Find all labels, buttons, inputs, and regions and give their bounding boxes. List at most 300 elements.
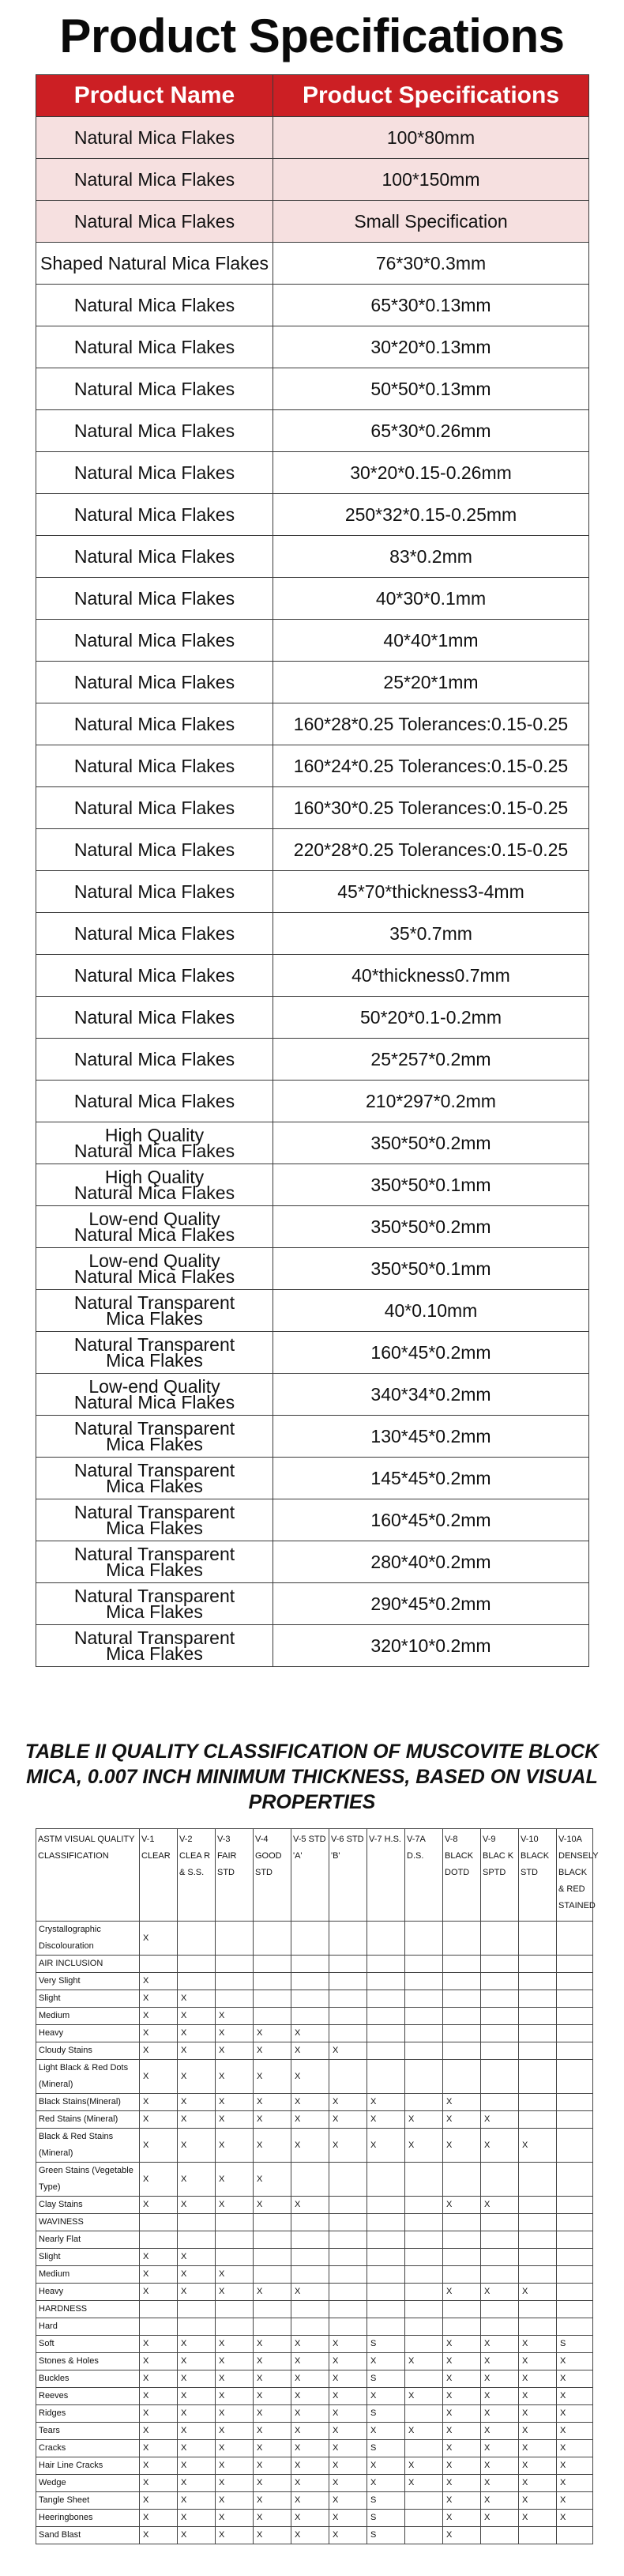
grade-mark-cell: X (140, 2284, 178, 2301)
grade-mark-cell (405, 2266, 443, 2284)
table-row (36, 829, 589, 871)
grade-mark-cell: X (557, 2475, 593, 2492)
grade-mark-cell: X (481, 2111, 519, 2129)
grade-mark-cell (557, 1990, 593, 2008)
grade-mark-cell (443, 2008, 481, 2025)
grade-mark-cell: X (178, 2197, 216, 2214)
grade-mark-cell: X (405, 2111, 443, 2129)
grade-mark-cell: X (481, 2284, 519, 2301)
product-name-cell: Shaped Natural Mica Flakes (36, 243, 273, 285)
grade-mark-cell (367, 2301, 405, 2318)
grade-mark-cell: X (519, 2336, 557, 2353)
quality-classification-table (36, 1828, 599, 2544)
product-name-cell: Natural Mica Flakes (36, 745, 273, 787)
product-name-cell: Natural Mica Flakes (36, 787, 273, 829)
product-name-cell: Low-end Quality Natural Mica Flakes (36, 1374, 273, 1416)
grade-mark-cell (557, 2060, 593, 2094)
grade-mark-cell (481, 1973, 519, 1990)
grade-mark-cell (443, 2301, 481, 2318)
table-row (36, 2301, 593, 2318)
table-row (36, 1290, 589, 1332)
grade-mark-cell (405, 2094, 443, 2111)
grade-mark-cell: X (140, 2492, 178, 2510)
grade-mark-cell (405, 2231, 443, 2249)
quality-table-title: TABLE II QUALITY CLASSIFICATION OF MUSCOVITE BLOCK MICA, 0.007 INCH MINIMUM THICKNESS, BASED ON VISUAL PROPERTIES (24, 1741, 600, 1813)
grade-mark-cell: X (291, 2336, 329, 2353)
table-row (36, 1374, 589, 1416)
grade-mark-cell (405, 2527, 443, 2544)
product-name-cell: Natural Mica Flakes (36, 536, 273, 578)
table-row (36, 2318, 593, 2336)
grade-mark-cell (557, 1956, 593, 1973)
grade-mark-cell: X (254, 2111, 291, 2129)
grade-mark-cell: X (405, 2457, 443, 2475)
grade-mark-cell: X (367, 2457, 405, 2475)
table-row (36, 159, 589, 201)
grade-mark-cell (519, 2042, 557, 2060)
table-row (36, 955, 589, 997)
grade-mark-cell: X (291, 2284, 329, 2301)
column-header-grade: V-6 STD 'B' (329, 1829, 367, 1922)
grade-mark-cell (367, 1922, 405, 1956)
grade-mark-cell (519, 1922, 557, 1956)
table-row (36, 1206, 589, 1248)
grade-mark-cell: X (443, 2475, 481, 2492)
product-spec-cell: 210*297*0.2mm (273, 1081, 589, 1122)
product-spec-cell: 65*30*0.26mm (273, 410, 589, 452)
grade-mark-cell: X (557, 2440, 593, 2457)
grade-mark-cell: X (519, 2457, 557, 2475)
table-row (36, 578, 589, 620)
grade-mark-cell: X (178, 2440, 216, 2457)
table-row (36, 787, 589, 829)
table-row (36, 1416, 589, 1458)
grade-mark-cell: X (367, 2129, 405, 2163)
grade-mark-cell: X (254, 2129, 291, 2163)
grade-mark-cell: X (367, 2388, 405, 2405)
grade-mark-cell (254, 2249, 291, 2266)
table-row (36, 326, 589, 368)
grade-mark-cell (178, 2231, 216, 2249)
table-row (36, 2163, 593, 2197)
table-row (36, 662, 589, 703)
grade-mark-cell: X (178, 2370, 216, 2388)
table-row (36, 1039, 589, 1081)
grade-mark-cell: X (216, 2042, 254, 2060)
row-label: Cloudy Stains (36, 2042, 140, 2060)
table-row (36, 2025, 593, 2042)
product-spec-cell: 220*28*0.25 Tolerances:0.15-0.25 (273, 829, 589, 871)
grade-mark-cell: X (254, 2527, 291, 2544)
grade-mark-cell (291, 2231, 329, 2249)
table-row (36, 2423, 593, 2440)
grade-mark-cell: X (254, 2042, 291, 2060)
grade-mark-cell (291, 2214, 329, 2231)
grade-mark-cell: X (178, 2353, 216, 2370)
grade-mark-cell: X (140, 2370, 178, 2388)
table-row (36, 2266, 593, 2284)
grade-mark-cell: X (519, 2405, 557, 2423)
grade-mark-cell (557, 2318, 593, 2336)
table-row (36, 2284, 593, 2301)
grade-mark-cell (329, 2197, 367, 2214)
column-header-grade: V-9 BLAC K SPTD (481, 1829, 519, 1922)
row-label: Stones & Holes (36, 2353, 140, 2370)
grade-mark-cell: X (254, 2510, 291, 2527)
table-row (36, 494, 589, 536)
grade-mark-cell: X (140, 2060, 178, 2094)
grade-mark-cell (216, 2214, 254, 2231)
grade-mark-cell: X (329, 2405, 367, 2423)
grade-mark-cell (519, 2249, 557, 2266)
grade-mark-cell (443, 1973, 481, 1990)
row-label: Soft (36, 2336, 140, 2353)
grade-mark-cell: X (329, 2510, 367, 2527)
grade-mark-cell (405, 2214, 443, 2231)
grade-mark-cell: X (178, 2475, 216, 2492)
grade-mark-cell: X (329, 2457, 367, 2475)
grade-mark-cell: X (367, 2094, 405, 2111)
grade-mark-cell: X (405, 2475, 443, 2492)
row-label: Light Black & Red Dots (Mineral) (36, 2060, 140, 2094)
column-header-grade: V-10 BLACK STD (519, 1829, 557, 1922)
grade-mark-cell: X (557, 2510, 593, 2527)
grade-mark-cell: X (291, 2370, 329, 2388)
grade-mark-cell (519, 2163, 557, 2197)
row-label: Crystallographic Discolouration (36, 1922, 140, 1956)
grade-mark-cell: X (443, 2370, 481, 2388)
table-row (36, 1990, 593, 2008)
product-name-cell: Natural Transparent Mica Flakes (36, 1458, 273, 1499)
row-label: Black & Red Stains (Mineral) (36, 2129, 140, 2163)
product-spec-cell: 83*0.2mm (273, 536, 589, 578)
grade-mark-cell: X (443, 2388, 481, 2405)
table-row (36, 620, 589, 662)
product-name-cell: Natural Transparent Mica Flakes (36, 1416, 273, 1458)
grade-mark-cell (405, 2197, 443, 2214)
grade-mark-cell (216, 2249, 254, 2266)
product-spec-cell: 40*40*1mm (273, 620, 589, 662)
quality-table-body (36, 1922, 593, 2544)
grade-mark-cell: X (481, 2336, 519, 2353)
grade-mark-cell (519, 2111, 557, 2129)
grade-mark-cell (519, 2025, 557, 2042)
grade-mark-cell: X (557, 2405, 593, 2423)
table-row (36, 1122, 589, 1164)
grade-mark-cell: X (216, 2457, 254, 2475)
row-label: Heavy (36, 2025, 140, 2042)
grade-mark-cell: X (291, 2042, 329, 2060)
grade-mark-cell (291, 1973, 329, 1990)
grade-mark-cell: X (329, 2370, 367, 2388)
grade-mark-cell (254, 1922, 291, 1956)
grade-mark-cell (140, 2318, 178, 2336)
grade-mark-cell: X (140, 2388, 178, 2405)
grade-mark-cell (557, 2266, 593, 2284)
grade-mark-cell: X (329, 2475, 367, 2492)
grade-mark-cell (519, 1973, 557, 1990)
column-header-grade: V-2 CLEA R & S.S. (178, 1829, 216, 1922)
grade-mark-cell (481, 2214, 519, 2231)
grade-mark-cell: S (367, 2370, 405, 2388)
grade-mark-cell: X (254, 2163, 291, 2197)
grade-mark-cell (405, 1990, 443, 2008)
row-label: Slight (36, 1990, 140, 2008)
grade-mark-cell: X (140, 2094, 178, 2111)
grade-mark-cell: X (291, 2111, 329, 2129)
grade-mark-cell: X (178, 2094, 216, 2111)
grade-mark-cell: X (443, 2527, 481, 2544)
row-label: Sand Blast (36, 2527, 140, 2544)
grade-mark-cell (405, 2025, 443, 2042)
grade-mark-cell: X (178, 2336, 216, 2353)
grade-mark-cell: X (291, 2510, 329, 2527)
grade-mark-cell: X (140, 2249, 178, 2266)
grade-mark-cell (481, 2094, 519, 2111)
table-row (36, 2492, 593, 2510)
table-row (36, 2336, 593, 2353)
grade-mark-cell (367, 1990, 405, 2008)
grade-mark-cell: X (443, 2336, 481, 2353)
product-spec-cell: 280*40*0.2mm (273, 1541, 589, 1583)
grade-mark-cell: X (178, 2249, 216, 2266)
grade-mark-cell: X (254, 2336, 291, 2353)
grade-mark-cell (367, 2318, 405, 2336)
grade-mark-cell: X (367, 2423, 405, 2440)
grade-mark-cell: S (367, 2405, 405, 2423)
grade-mark-cell: X (140, 2353, 178, 2370)
grade-mark-cell: X (216, 2060, 254, 2094)
grade-mark-cell: X (254, 2025, 291, 2042)
grade-mark-cell (254, 1956, 291, 1973)
grade-mark-cell (291, 1922, 329, 1956)
grade-mark-cell (367, 2025, 405, 2042)
grade-mark-cell: X (140, 2457, 178, 2475)
grade-mark-cell: X (140, 2475, 178, 2492)
grade-mark-cell (178, 2301, 216, 2318)
grade-mark-cell (519, 2008, 557, 2025)
grade-mark-cell: X (329, 2492, 367, 2510)
grade-mark-cell (481, 1922, 519, 1956)
grade-mark-cell (367, 2266, 405, 2284)
grade-mark-cell (481, 2025, 519, 2042)
grade-mark-cell (405, 1956, 443, 1973)
grade-mark-cell (329, 2318, 367, 2336)
grade-mark-cell: X (178, 2163, 216, 2197)
grade-mark-cell (367, 2163, 405, 2197)
product-name-cell: Natural Transparent Mica Flakes (36, 1290, 273, 1332)
grade-mark-cell (443, 2060, 481, 2094)
grade-mark-cell: X (216, 2388, 254, 2405)
product-name-cell: Natural Mica Flakes (36, 1039, 273, 1081)
table-row (36, 1458, 589, 1499)
grade-mark-cell (443, 2042, 481, 2060)
grade-mark-cell: X (291, 2423, 329, 2440)
grade-mark-cell: X (443, 2405, 481, 2423)
grade-mark-cell: X (405, 2353, 443, 2370)
grade-mark-cell (254, 2318, 291, 2336)
grade-mark-cell (216, 1922, 254, 1956)
table-row (36, 2510, 593, 2527)
grade-mark-cell (557, 2042, 593, 2060)
product-name-cell: Natural Mica Flakes (36, 285, 273, 326)
grade-mark-cell (405, 2163, 443, 2197)
column-header-grade: V-1 CLEAR (140, 1829, 178, 1922)
product-name-cell: Natural Mica Flakes (36, 703, 273, 745)
product-name-cell: Natural Mica Flakes (36, 1081, 273, 1122)
grade-mark-cell: X (519, 2440, 557, 2457)
column-header-grade: V-7 H.S. (367, 1829, 405, 1922)
product-spec-cell: 350*50*0.1mm (273, 1248, 589, 1290)
table-row (36, 2440, 593, 2457)
grade-mark-cell (519, 2094, 557, 2111)
product-spec-cell: 35*0.7mm (273, 913, 589, 955)
grade-mark-cell: X (178, 1990, 216, 2008)
product-name-cell: Natural Mica Flakes (36, 494, 273, 536)
table-row (36, 1081, 589, 1122)
grade-mark-cell (557, 2094, 593, 2111)
table-row (36, 243, 589, 285)
grade-mark-cell (405, 2336, 443, 2353)
grade-mark-cell: X (178, 2284, 216, 2301)
table-row (36, 2457, 593, 2475)
grade-mark-cell: X (178, 2042, 216, 2060)
grade-mark-cell (405, 2249, 443, 2266)
grade-mark-cell: X (329, 2353, 367, 2370)
grade-mark-cell (178, 1922, 216, 1956)
grade-mark-cell (481, 2301, 519, 2318)
grade-mark-cell (443, 2266, 481, 2284)
table-row (36, 1499, 589, 1541)
product-name-cell: Natural Transparent Mica Flakes (36, 1583, 273, 1625)
table-row (36, 2129, 593, 2163)
product-spec-cell: 100*80mm (273, 117, 589, 159)
table-row (36, 2042, 593, 2060)
grade-mark-cell (557, 2249, 593, 2266)
grade-mark-cell: X (254, 2284, 291, 2301)
spec-table-body (36, 117, 589, 1667)
grade-mark-cell (443, 2025, 481, 2042)
grade-mark-cell (519, 2231, 557, 2249)
grade-mark-cell: X (216, 2492, 254, 2510)
grade-mark-cell: X (481, 2510, 519, 2527)
table-row (36, 2249, 593, 2266)
grade-mark-cell: X (216, 2266, 254, 2284)
grade-mark-cell: X (254, 2370, 291, 2388)
grade-mark-cell: X (291, 2060, 329, 2094)
grade-mark-cell: X (557, 2370, 593, 2388)
grade-mark-cell: X (557, 2457, 593, 2475)
table-row (36, 536, 589, 578)
product-spec-cell: 30*20*0.13mm (273, 326, 589, 368)
product-name-cell: Natural Mica Flakes (36, 829, 273, 871)
product-name-cell: Natural Mica Flakes (36, 326, 273, 368)
grade-mark-cell: X (291, 2440, 329, 2457)
grade-mark-cell: X (216, 2527, 254, 2544)
grade-mark-cell (178, 2318, 216, 2336)
grade-mark-cell: X (481, 2370, 519, 2388)
column-header-grade: V-10A DENSELY BLACK & RED STAINED (557, 1829, 593, 1922)
grade-mark-cell: X (329, 2111, 367, 2129)
product-spec-cell: 50*20*0.1-0.2mm (273, 997, 589, 1039)
table-row (36, 368, 589, 410)
grade-mark-cell: X (291, 2094, 329, 2111)
grade-mark-cell: X (291, 2129, 329, 2163)
grade-mark-cell: X (519, 2284, 557, 2301)
grade-mark-cell (557, 2163, 593, 2197)
grade-mark-cell: X (519, 2353, 557, 2370)
grade-mark-cell (329, 1990, 367, 2008)
grade-mark-cell: X (178, 2111, 216, 2129)
grade-mark-cell (519, 2301, 557, 2318)
grade-mark-cell: X (140, 2423, 178, 2440)
grade-mark-cell: X (443, 2284, 481, 2301)
grade-mark-cell: X (481, 2353, 519, 2370)
grade-mark-cell (291, 2249, 329, 2266)
product-name-cell: High Quality Natural Mica Flakes (36, 1164, 273, 1206)
table-row (36, 913, 589, 955)
grade-mark-cell: X (481, 2440, 519, 2457)
grade-mark-cell (140, 1956, 178, 1973)
table-row (36, 1625, 589, 1667)
table-row (36, 2353, 593, 2370)
product-spec-cell: 40*30*0.1mm (273, 578, 589, 620)
grade-mark-cell: X (178, 2266, 216, 2284)
grade-mark-cell (367, 1956, 405, 1973)
grade-mark-cell: X (216, 2423, 254, 2440)
grade-mark-cell (519, 1956, 557, 1973)
grade-mark-cell: X (254, 2492, 291, 2510)
product-spec-cell: 350*50*0.1mm (273, 1164, 589, 1206)
table-row (36, 2008, 593, 2025)
grade-mark-cell (254, 2266, 291, 2284)
grade-mark-cell (481, 2042, 519, 2060)
row-label: Nearly Flat (36, 2231, 140, 2249)
grade-mark-cell (405, 2510, 443, 2527)
product-name-cell: Natural Mica Flakes (36, 410, 273, 452)
column-header-grade: V-4 GOOD STD (254, 1829, 291, 1922)
grade-mark-cell: X (216, 2440, 254, 2457)
grade-mark-cell (329, 2214, 367, 2231)
product-spec-cell: 76*30*0.3mm (273, 243, 589, 285)
grade-mark-cell: X (367, 2475, 405, 2492)
grade-mark-cell: X (329, 2440, 367, 2457)
grade-mark-cell: X (291, 2475, 329, 2492)
grade-mark-cell: X (443, 2129, 481, 2163)
column-header-product-name: Product Name (36, 75, 273, 117)
product-spec-cell: 160*24*0.25 Tolerances:0.15-0.25 (273, 745, 589, 787)
grade-mark-cell: X (443, 2111, 481, 2129)
product-spec-table (36, 74, 589, 1667)
product-name-cell: Natural Transparent Mica Flakes (36, 1332, 273, 1374)
grade-mark-cell (519, 2197, 557, 2214)
product-name-cell: Natural Mica Flakes (36, 662, 273, 703)
product-name-cell: Natural Mica Flakes (36, 955, 273, 997)
grade-mark-cell (216, 2231, 254, 2249)
grade-mark-cell (254, 2214, 291, 2231)
grade-mark-cell: X (140, 2527, 178, 2544)
grade-mark-cell (405, 2492, 443, 2510)
row-label: Wedge (36, 2475, 140, 2492)
table-row (36, 1332, 589, 1374)
grade-mark-cell: X (557, 2353, 593, 2370)
grade-mark-cell: S (367, 2492, 405, 2510)
grade-mark-cell (216, 1956, 254, 1973)
grade-mark-cell: X (178, 2405, 216, 2423)
grade-mark-cell: X (291, 2197, 329, 2214)
product-spec-cell: 160*45*0.2mm (273, 1499, 589, 1541)
product-spec-cell: 250*32*0.15-0.25mm (273, 494, 589, 536)
